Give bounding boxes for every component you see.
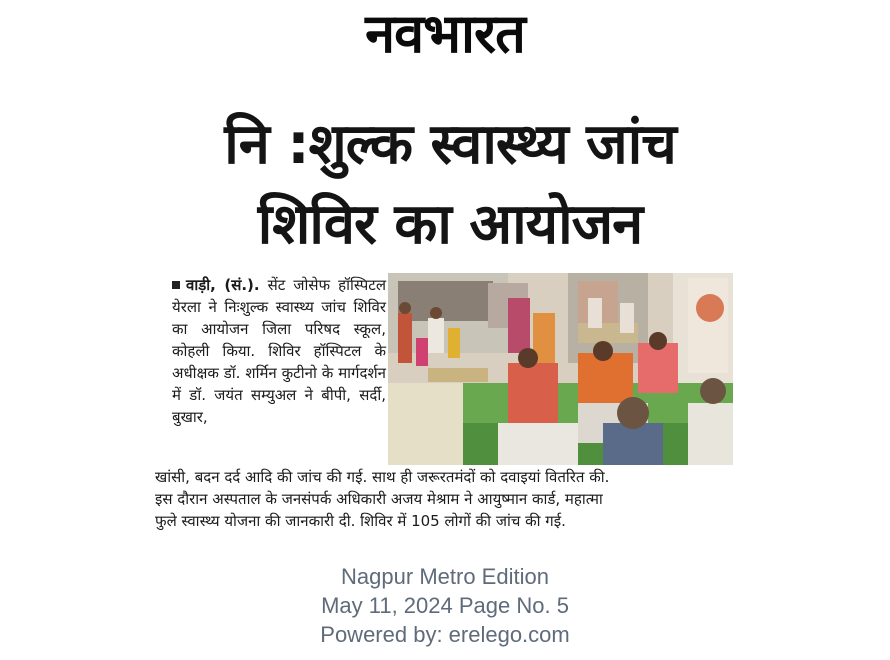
health-camp-photo xyxy=(388,273,733,465)
article-headline-line1: नि :शुल्क स्वास्थ्य जांच xyxy=(224,112,676,177)
article-column-text xyxy=(172,274,386,428)
edition-label: Nagpur Metro Edition xyxy=(341,564,549,589)
article-body-text xyxy=(155,466,747,532)
date-page-label: May 11, 2024 Page No. 5 xyxy=(321,593,569,618)
bullet-square-icon xyxy=(172,281,180,289)
article-photo xyxy=(388,273,733,465)
article-dateline: वाड़ी, (सं.). xyxy=(186,276,260,294)
newspaper-masthead: नवभारत xyxy=(365,2,525,65)
article-body-line: खांसी, बदन दर्द आदि की जांच की गई. साथ ही जरूरतमंदों को दवाइयां वितरित की. xyxy=(155,468,610,486)
article-body-line: फुले स्वास्थ्य योजना की जानकारी दी. शिविर में 105 लोगों की जांच की गई. xyxy=(155,512,566,530)
article-column-body: सेंट जोसेफ हॉस्पिटल येरला ने निःशुल्क स्वास्थ्य जांच शिविर का आयोजन जिला परिषद स्कूल, कोहली किया. शिविर हॉस्पिटल के अधीक्षक डॉ. शर्मिन कुटीनो के मार्गदर्शन में डॉ. जयंत सम्युअल ने बीपी, सर्दी, बुखार, xyxy=(172,276,386,426)
article-body-line: इस दौरान अस्पताल के जनसंपर्क अधिकारी अजय मेश्राम ने आयुष्मान कार्ड, महात्मा xyxy=(155,490,603,508)
powered-by-label: Powered by: erelego.com xyxy=(320,622,570,647)
article-headline-line2: शिविर का आयोजन xyxy=(257,192,643,257)
